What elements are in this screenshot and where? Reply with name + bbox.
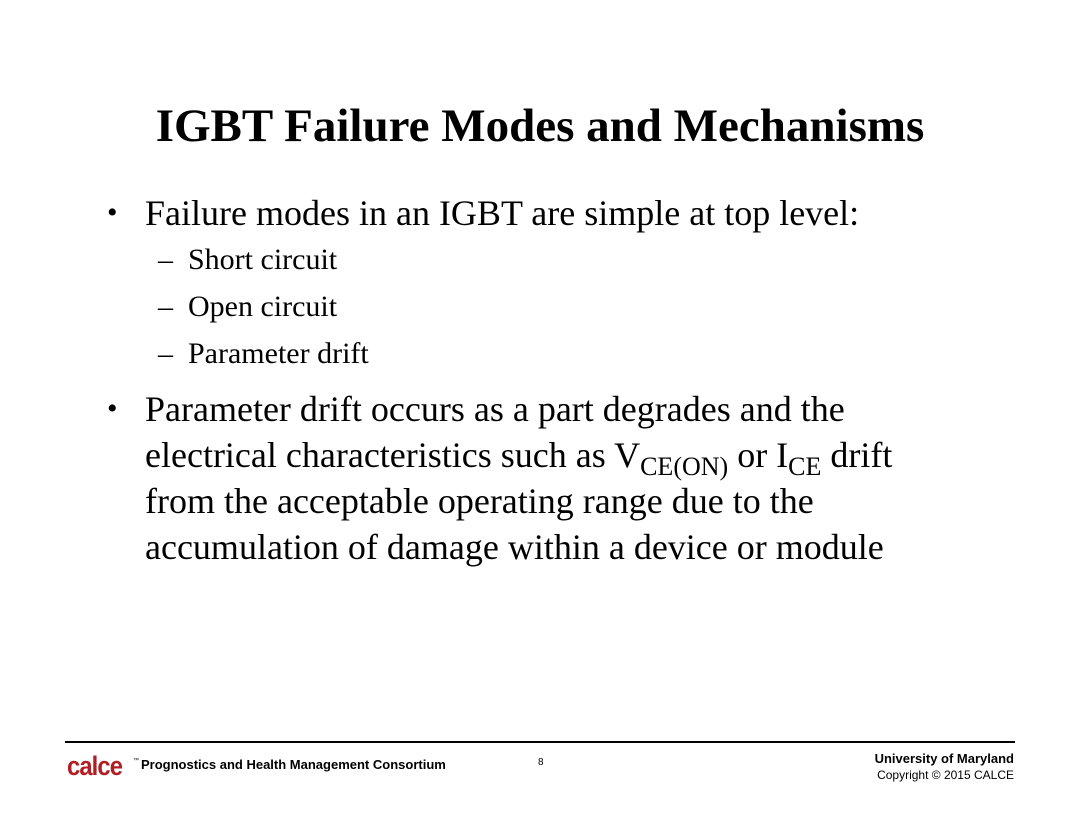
sub-dash: – [158,243,173,276]
subitem-parameter-drift [158,334,369,374]
bullet-text [145,386,1007,570]
subscript-ce: CE [788,452,822,481]
footer-copyright: Copyright © 2015 CALCE [877,768,1014,782]
subitem-open-circuit [158,287,337,327]
bullet-failure-modes [107,190,1007,236]
bullet2-line2 [145,432,1007,481]
sub-text: Parameter drift [188,337,369,370]
bullet-dot: • [107,392,118,425]
footer-consortium: Prognostics and Health Management Consortium [141,757,446,772]
footer-divider [65,741,1015,743]
sub-dash: – [158,290,173,323]
bullet-text: Failure modes in an IGBT are simple at top level: [145,193,860,233]
footer-university: University of Maryland [874,751,1014,766]
bullet2-line4: accumulation of damage within a device or module [145,527,884,567]
bullet2-line1: Parameter drift occurs as a part degrades and the [145,389,845,429]
subitem-short-circuit [158,240,337,280]
text-run: or I [728,435,789,475]
text-run: drift [821,435,893,475]
page-number: 8 [538,757,544,768]
sub-dash: – [158,337,173,370]
subscript-ce-on: CE(ON) [640,452,729,481]
bullet-parameter-drift [107,386,1007,570]
bullet2-line3: from the acceptable operating range due to the [145,481,814,521]
sub-text: Open circuit [188,290,338,323]
sub-text: Short circuit [188,243,338,276]
logo-trademark: ™ [133,758,139,764]
slide-title: IGBT Failure Modes and Mechanisms [155,100,925,152]
text-run: electrical characteristics such as V [145,435,641,475]
calce-logo: calce [67,751,123,781]
bullet-dot: • [107,196,118,229]
